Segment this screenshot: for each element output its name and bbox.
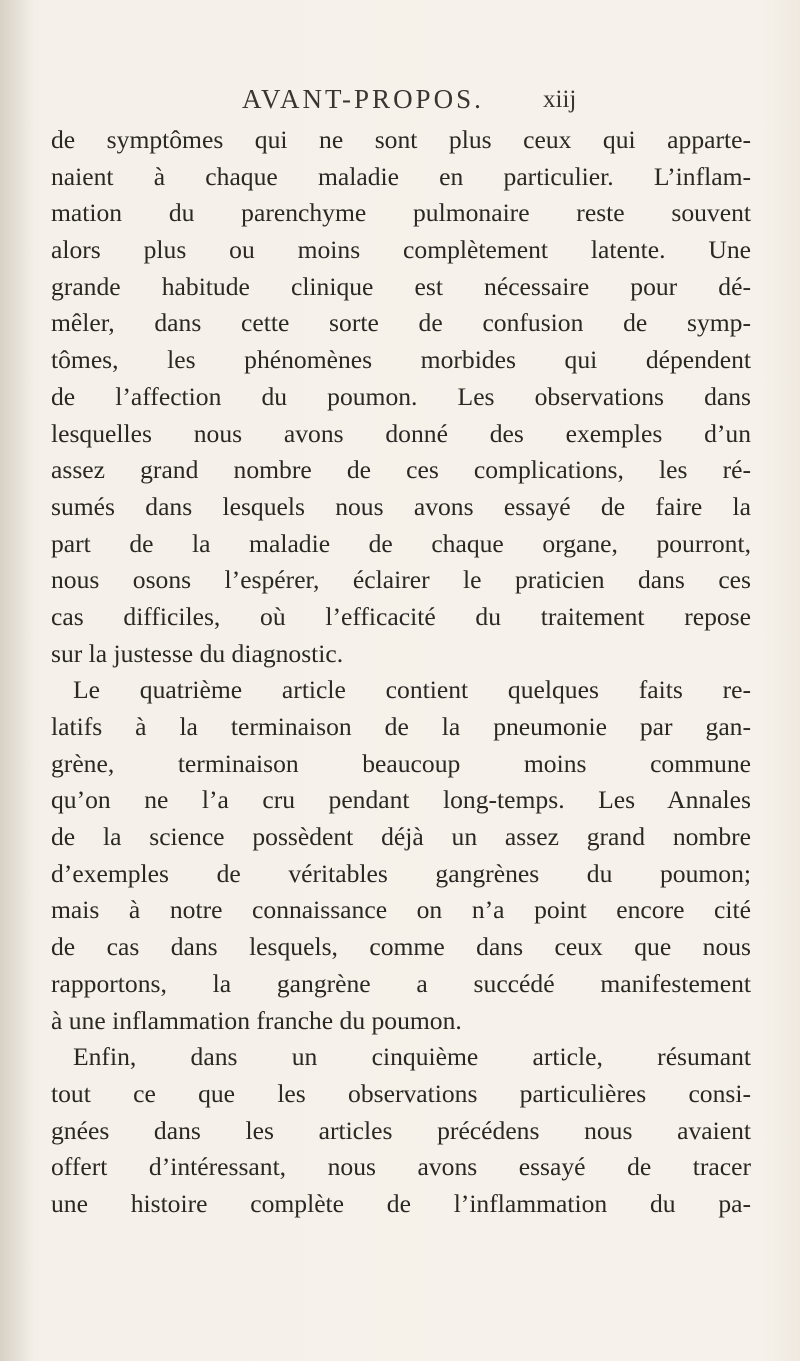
text-line: de la science possèdent déjà un assez grand nombre	[51, 822, 751, 852]
text-line: part de la maladie de chaque organe, pourront,	[51, 528, 751, 558]
text-line: de cas dans lesquels, comme dans ceux que nous	[51, 932, 751, 962]
text-line: offert d’intéressant, nous avons essayé de tracer	[51, 1152, 751, 1182]
text-line: sur la justesse du diagnostic.	[51, 638, 344, 668]
text-line: grande habitude clinique est nécessaire pour dé-	[51, 271, 751, 301]
page-gutter-shadow	[0, 0, 34, 1361]
text-line: naient à chaque maladie en particulier. L’inflam-	[51, 161, 751, 191]
text-line: grène, terminaison beaucoup moins commune	[51, 748, 751, 778]
text-line: Le quatrième article contient quelques faits re-	[73, 675, 751, 705]
text-line: qu’on ne l’a cru pendant long-temps. Les Annales	[51, 785, 751, 815]
body-text	[51, 122, 751, 1223]
running-title: AVANT-PROPOS.	[242, 84, 484, 114]
text-line: sumés dans lesquels nous avons essayé de faire la	[51, 491, 751, 521]
text-line: nous osons l’espérer, éclairer le praticien dans ces	[51, 565, 751, 595]
text-line: tômes, les phénomènes morbides qui dépendent	[51, 345, 751, 375]
text-line: d’exemples de véritables gangrènes du poumon;	[51, 858, 751, 888]
text-line: lesquelles nous avons donné des exemples d’un	[51, 418, 751, 448]
text-line: de l’affection du poumon. Les observations dans	[51, 381, 751, 411]
text-line: gnées dans les articles précédens nous avaient	[51, 1115, 751, 1145]
text-line: Enfin, dans un cinquième article, résumant	[73, 1042, 751, 1072]
text-line: tout ce que les observations particulières consi-	[51, 1078, 751, 1108]
text-line: mation du parenchyme pulmonaire reste souvent	[51, 198, 751, 228]
text-line: latifs à la terminaison de la pneumonie par gan-	[51, 712, 751, 741]
text-line: mêler, dans cette sorte de confusion de symp-	[51, 308, 751, 338]
text-line: une histoire complète de l’inflammation du pa-	[51, 1188, 751, 1218]
text-line: rapportons, la gangrène a succédé manifestement	[51, 968, 751, 998]
text-line: de symptômes qui ne sont plus ceux qui apparte-	[51, 125, 751, 154]
running-head	[0, 84, 800, 124]
text-line: mais à notre connaissance on n’a point encore cité	[51, 895, 751, 925]
text-line: alors plus ou moins complètement latente. Une	[51, 235, 751, 265]
page-number: xiij	[543, 86, 577, 113]
text-line: à une inflammation franche du poumon.	[51, 1005, 462, 1035]
text-line: cas difficiles, où l’efficacité du traitement repose	[51, 601, 751, 631]
text-line: assez grand nombre de ces complications, les ré-	[51, 455, 751, 485]
